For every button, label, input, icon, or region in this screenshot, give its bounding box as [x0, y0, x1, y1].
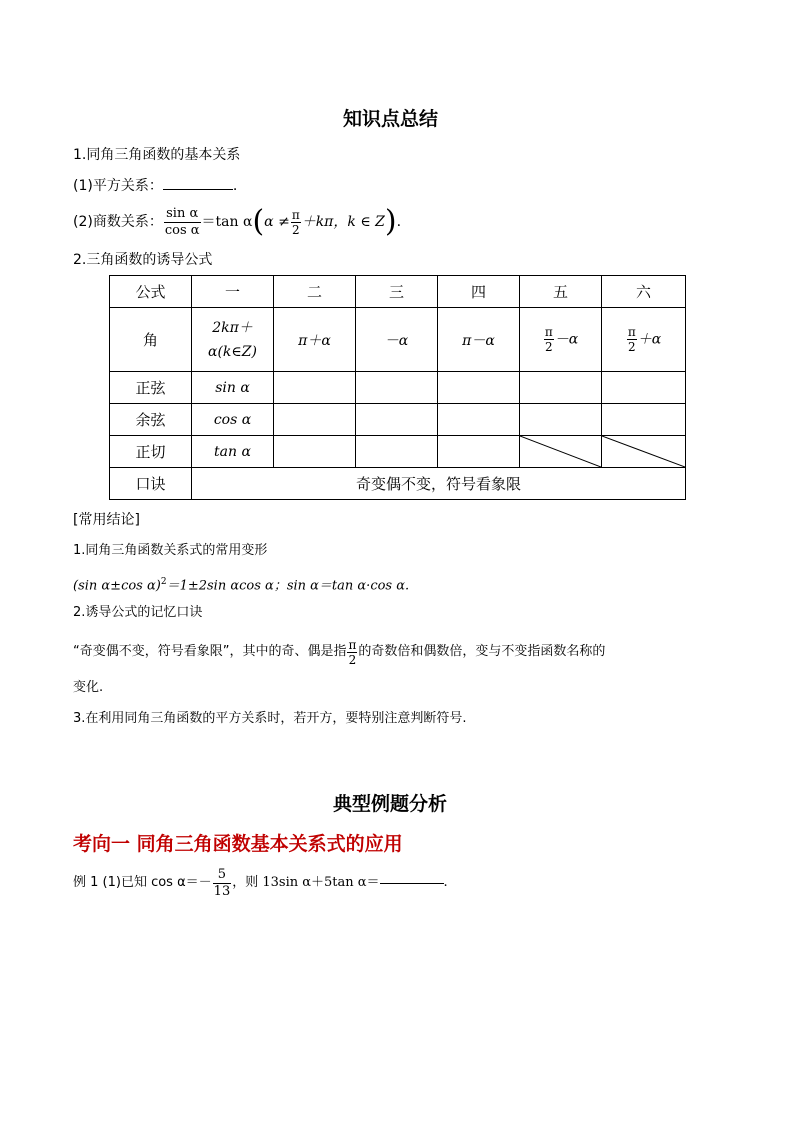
- conclusion-2-end: 变化.: [73, 680, 104, 695]
- pi-symbol: π: [291, 207, 300, 222]
- quotient-end: .: [396, 214, 402, 230]
- conclusion-2-title: 2.诱导公式的记忆口诀: [73, 605, 203, 620]
- example-1: [73, 862, 448, 904]
- rhyme-explanation-a: “奇变偶不变，符号看象限”，其中的奇、偶是指: [73, 644, 347, 659]
- conclusion-2-text: [73, 634, 605, 670]
- conclusions-label: [常用结论]: [73, 512, 140, 528]
- table-header-row: [110, 276, 686, 308]
- angle-cell-4: π－α: [438, 308, 520, 372]
- empty-cell: [602, 372, 686, 404]
- table-row-angle: [110, 308, 686, 372]
- quotient-equals: ＝tan α: [201, 214, 253, 230]
- row-label-cosine: 余弦: [110, 404, 192, 436]
- angle-6-den: 2: [627, 340, 636, 354]
- example-fraction: [213, 867, 232, 900]
- example-middle: ，则 13sin α＋5tan α＝: [232, 875, 380, 890]
- empty-cell: [274, 436, 356, 468]
- angle-1-line-a: 2kπ＋: [212, 319, 253, 336]
- diagonal-cell: [520, 436, 602, 468]
- table-row-rhyme: [110, 468, 686, 500]
- formula-part-a: (sin α±cos α): [73, 578, 161, 594]
- sine-cell-1: sin α: [192, 372, 274, 404]
- empty-cell: [356, 372, 438, 404]
- row-label-tangent: 正切: [110, 436, 192, 468]
- condition-part-a: α ≠: [264, 214, 290, 230]
- quotient-relation: [73, 203, 401, 241]
- table-row-tangent: [110, 436, 686, 468]
- header-cell: 公式: [110, 276, 192, 308]
- header-cell: 五: [520, 276, 602, 308]
- diagonal-line: [520, 436, 601, 467]
- rhyme-cell: 奇变偶不变，符号看象限: [192, 468, 686, 500]
- section-1-title: 1.同角三角函数的基本关系: [73, 147, 241, 163]
- square-relation: [73, 176, 237, 196]
- left-paren: (: [252, 204, 265, 239]
- square-relation-label: (1)平方关系：: [73, 178, 163, 194]
- header-cell: 六: [602, 276, 686, 308]
- empty-cell: [356, 404, 438, 436]
- angle-5-fraction: [544, 325, 554, 354]
- table-row-cosine: [110, 404, 686, 436]
- rhyme-explanation-b: 的奇数倍和偶数倍，变与不变指函数名称的: [358, 644, 606, 659]
- angle-cell-5: [520, 308, 602, 372]
- example-denominator: 13: [213, 883, 231, 899]
- fraction-numerator: sin α: [164, 206, 201, 223]
- formula-part-b: ＝1±2sin αcos α；sin α＝tan α·cos α.: [166, 578, 410, 594]
- empty-cell: [520, 404, 602, 436]
- page-heading: 知识点总结: [343, 108, 439, 130]
- fraction-denominator: cos α: [164, 222, 200, 238]
- header-cell: 三: [356, 276, 438, 308]
- angle-cell-1: [192, 308, 274, 372]
- empty-cell: [274, 372, 356, 404]
- diagonal-cell: [602, 436, 686, 468]
- empty-cell: [356, 436, 438, 468]
- quotient-relation-label: (2)商数关系：: [73, 214, 163, 230]
- angle-cell-2: π＋α: [274, 308, 356, 372]
- angle-cell-6: [602, 308, 686, 372]
- conclusion-3: 3.在利用同角三角函数的平方关系时，若开方，要特别注意判断符号.: [73, 711, 467, 726]
- angle-5-rest: －α: [554, 331, 579, 348]
- empty-cell: [602, 404, 686, 436]
- header-cell: 一: [192, 276, 274, 308]
- empty-cell: [520, 372, 602, 404]
- header-cell: 二: [274, 276, 356, 308]
- angle-6-num: π: [627, 325, 636, 339]
- direction-1-heading: 考向一 同角三角函数基本关系式的应用: [73, 833, 403, 855]
- example-end: .: [443, 875, 448, 890]
- empty-cell: [438, 404, 520, 436]
- row-label-angle: 角: [110, 308, 192, 372]
- example-numerator: 5: [213, 867, 232, 884]
- examples-heading: 典型例题分析: [333, 793, 448, 815]
- answer-blank: [163, 189, 233, 190]
- induction-formula-table: [109, 275, 686, 500]
- rhyme-pi: π: [348, 637, 357, 652]
- angle-6-fraction: [627, 325, 637, 354]
- row-label-sine: 正弦: [110, 372, 192, 404]
- rhyme-two: 2: [348, 652, 357, 667]
- quotient-fraction: [164, 206, 201, 239]
- cosine-cell-1: cos α: [192, 404, 274, 436]
- conclusion-1-title: 1.同角三角函数关系式的常用变形: [73, 543, 268, 558]
- pi-over-two: [291, 208, 301, 237]
- empty-cell: [438, 372, 520, 404]
- condition-part-b: ＋kπ，k ∈ Z: [301, 214, 385, 230]
- square-relation-end: .: [232, 178, 238, 194]
- row-label-rhyme: 口诀: [110, 468, 192, 500]
- example-answer-blank: [380, 883, 444, 884]
- empty-cell: [274, 404, 356, 436]
- angle-5-num: π: [544, 325, 553, 339]
- conclusion-1-formula: [73, 572, 409, 596]
- table-row-sine: [110, 372, 686, 404]
- angle-6-rest: ＋α: [637, 331, 662, 348]
- two-symbol: 2: [291, 222, 300, 237]
- tangent-cell-1: tan α: [192, 436, 274, 468]
- angle-cell-3: －α: [356, 308, 438, 372]
- example-prefix: 例 1 (1)已知 cos α＝－: [73, 875, 212, 890]
- angle-1-line-b: α(k∈Z): [208, 343, 257, 360]
- empty-cell: [438, 436, 520, 468]
- header-cell: 四: [438, 276, 520, 308]
- right-paren: ): [384, 204, 397, 239]
- formula-superscript: 2: [160, 577, 167, 587]
- rhyme-pi-over-two: [347, 638, 357, 667]
- angle-5-den: 2: [544, 340, 553, 354]
- section-2-title: 2.三角函数的诱导公式: [73, 252, 213, 268]
- diagonal-line: [602, 436, 685, 467]
